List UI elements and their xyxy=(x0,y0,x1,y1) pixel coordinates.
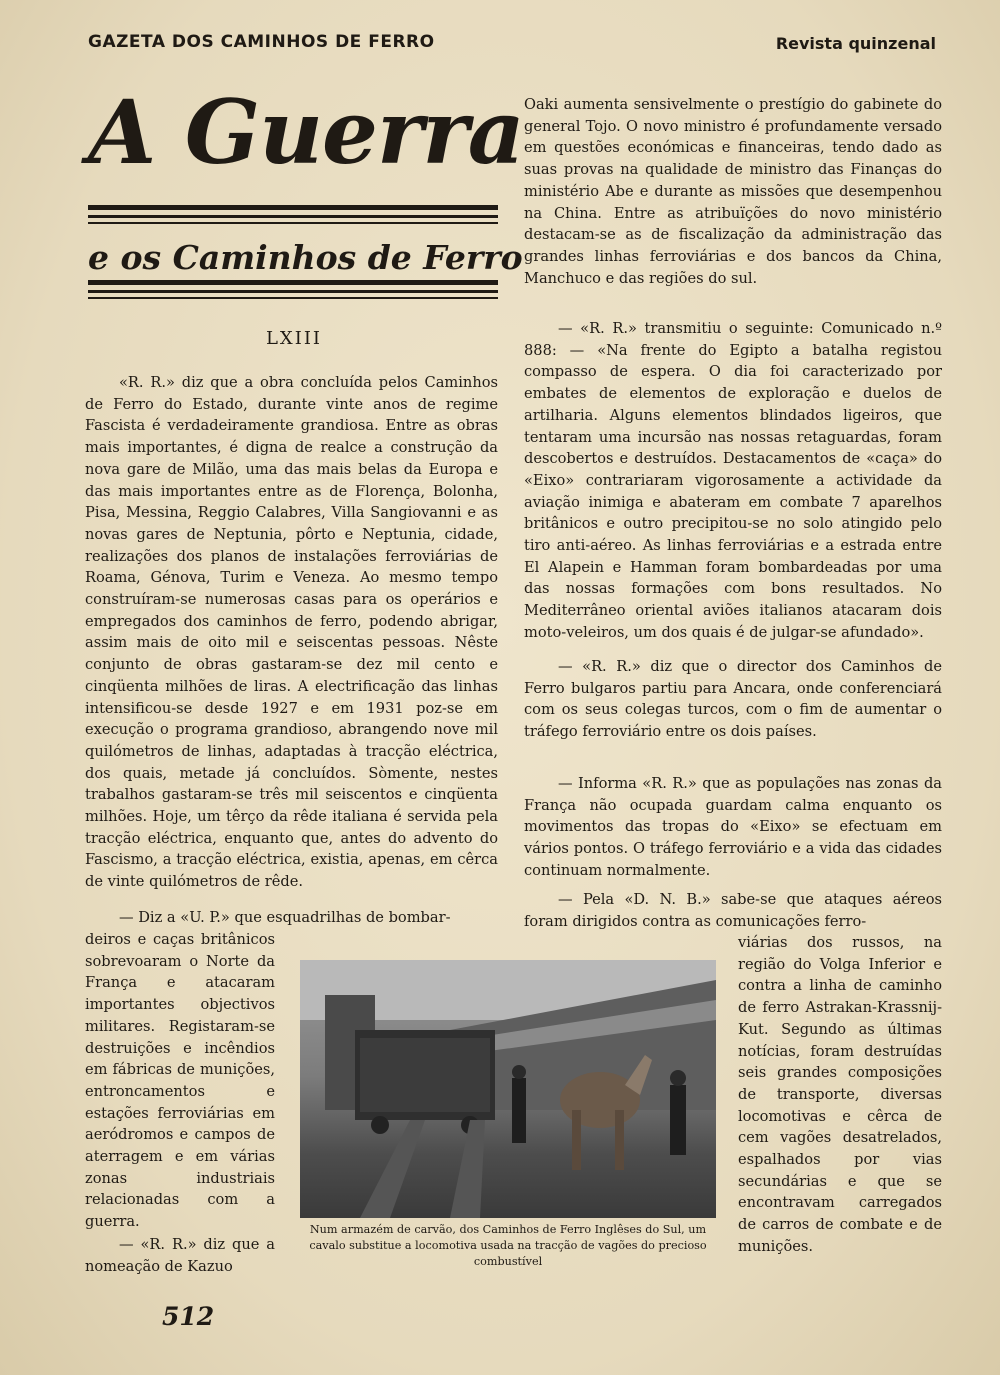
publication-title: GAZETA DOS CAMINHOS DE FERRO xyxy=(88,32,435,52)
photo-horse-pulling-wagon xyxy=(300,960,716,1218)
title-rule-top-3 xyxy=(88,222,498,224)
publication-frequency: Revista quinzenal xyxy=(775,34,936,53)
section-number: LXIII xyxy=(265,328,323,349)
right-column-paragraph-5-first-lines: — Pela «D. N. B.» sabe-se que ataques aéreos foram dirigidos contra as comunicações ferro- xyxy=(524,891,942,930)
right-column-paragraph-3: — «R. R.» diz que o director dos Caminhos de Ferro bulgaros partiu para Ancara, onde conferenciará com os seus colegas turcos, com o fim de aumentar o tráfego ferroviário entre os dois países. xyxy=(524,658,942,741)
title-rule-bottom-3 xyxy=(88,297,498,299)
title-rule-top-1 xyxy=(88,205,498,210)
title-rule-top-2 xyxy=(88,215,498,218)
left-column-paragraph-1: «R. R.» diz que a obra concluída pelos Caminhos de Ferro do Estado, durante vinte anos de regime Fascista é verdadeiramente grandiosa. Entre as obras mais importantes, é digna de realce a construção da nova gare de Milão, uma das mais belas da Europa e das mais importantes entre as de Florença, Bolonha, Pisa, Messina, Reggio Calabres, Villa Sangiovanni e as novas gares de Neptunia, pôrto e Neptunia, cidade, realizações dos planos de instalações ferroviárias de Roama, Génova, Turim e Veneza. Ao mesmo tempo construíram-se numerosas casas para os operários e empregados dos caminhos de ferro, podendo abrigar, assim mais de oito mil e seiscentas pessoas. Nêste conjunto de obras gastaram-se dez mil cento e cinqüenta milhões de liras. A electrificação das linhas intensificou-se desde 1927 e em 1931 poz-se em execução o programa grandioso, abrangendo nove mil quilómetros de linhas, adaptadas à tracção eléctrica, dos quais, metade já concluídos. Sòmente, nestes trabalhos gastaram-se três mil seiscentos e cinqüenta milhões. Hoje, um têrço da rêde italiana é servida pela tracção eléctrica, enquanto que, antes do advento do Fascismo, a tracção eléctrica, existia, apenas, em cêrca de vinte quilómetros de rêde. xyxy=(85,374,498,891)
right-column-paragraph-5: viárias dos russos, na região do Volga Inferior e contra a linha de caminho de ferro Astrakan-Krassnij-Kut. Segundo as últimas notícias, foram destruídas seis grandes composições de transporte, diversas locomotivas e cêrca de cem vagões desatrelados, espalhados por vias secundárias e que se encontravam carregados de carros de combate e de munições. xyxy=(738,934,942,1255)
right-column-paragraph-4: — Informa «R. R.» que as populações nas zonas da França não ocupada guardam calma enquanto os movimentos das tropas do «Eixo» se efectuam em vários pontos. O tráfego ferroviário e a vida das cidades continuam normalmente. xyxy=(524,775,942,879)
left-column-paragraph-3: — «R. R.» diz que a nomeação de Kazuo xyxy=(85,1236,275,1275)
right-column-paragraph-2: — «R. R.» transmitiu o seguinte: Comunicado n.º 888: — «Na frente do Egipto a batalha registou compasso de espera. O dia foi caracterizado por embates de elementos de exploração e duelos de artilharia. Alguns elementos blindados ligeiros, que tentaram uma incursão nas nossas retaguardas, foram descobertos e destruídos. Destacamentos de «caça» do «Eixo» contrariaram vigorosamente a actividade da aviação inimiga e abateram em combate 7 aparelhos britânicos e outro precipitou-se no solo atingido pelo tiro anti-aéreo. As linhas ferroviárias e a estrada entre El Alapein e Hamman foram bombardeadas por uma das nossas formações com bons resultados. No Mediterrâneo oriental aviões italianos atacaram dois moto-veleiros, um dos quais é de julgar-se afundado». xyxy=(524,320,942,641)
article-title: A Guerra xyxy=(88,80,524,184)
right-column-paragraph-1: Oaki aumenta sensivelmente o prestígio do gabinete do general Tojo. O novo ministro é profundamente versado em questões económicas e financeiras, tendo dado as suas provas na qualidade de ministro das Finanças do ministério Abe e durante as missões que desempenhou na China. Entre as atribuïções do novo ministério destacam-se as de fiscalização da administração das grandes linhas ferroviárias e dos bancos da China, Manchuco e das regiões do sul. xyxy=(524,96,942,287)
article-subtitle: e os Caminhos de Ferro xyxy=(88,238,523,277)
photo-caption: Num armazém de carvão, dos Caminhos de Ferro Inglêses do Sul, um cavalo substitue a locomotiva usada na tracção de vagões do precioso combustível xyxy=(309,1223,707,1268)
photo-illustration xyxy=(300,960,716,1218)
left-column-paragraph-2-first-line: — Diz a «U. P.» que esquadrilhas de bombar- xyxy=(119,909,451,926)
page-number: 512 xyxy=(162,1302,215,1331)
left-column-paragraph-2: deiros e caças britânicos sobrevoaram o Norte da França e atacaram importantes objectivos militares. Registaram-se destruições e incêndios em fábricas de munições, entroncamentos e estações ferroviárias em aeródromos e campos de aterragem e em várias zonas industriais relacionadas com a guerra. xyxy=(85,931,275,1231)
title-rule-bottom-1 xyxy=(88,280,498,285)
title-rule-bottom-2 xyxy=(88,290,498,293)
